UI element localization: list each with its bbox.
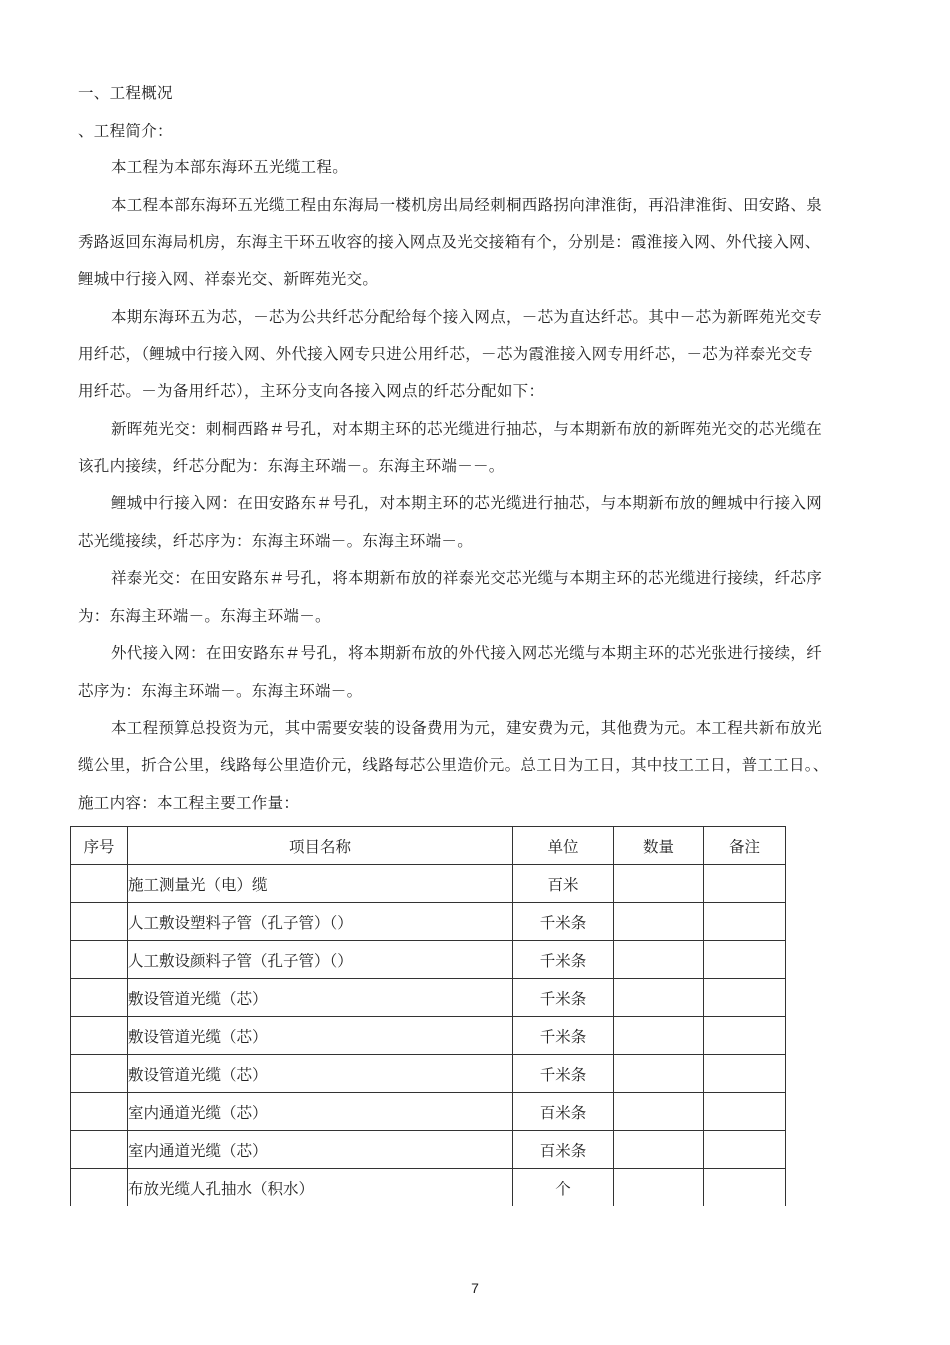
header-cell-unit: 单位 bbox=[513, 827, 614, 865]
cell-qty bbox=[614, 865, 704, 903]
cell-note bbox=[704, 1169, 786, 1207]
cell-note bbox=[704, 1055, 786, 1093]
paragraph-line: 为：东海主环端－。东海主环端－。 bbox=[78, 607, 331, 625]
paragraph-line: 本工程预算总投资为元，其中需要安装的设备费用为元，建安费为元，其他费为元。本工程共新布放光 bbox=[111, 719, 823, 737]
workload-table bbox=[70, 826, 786, 1206]
paragraph-line: 秀路返回东海局机房，东海主干环五收容的接入网点及光交接箱有个，分别是：霞淮接入网、外代接入网、 bbox=[78, 233, 821, 251]
table-row bbox=[71, 1017, 786, 1055]
cell-no bbox=[71, 865, 128, 903]
table-row bbox=[71, 941, 786, 979]
cell-no bbox=[71, 1017, 128, 1055]
table-row bbox=[71, 865, 786, 903]
cell-note bbox=[704, 979, 786, 1017]
cell-note bbox=[704, 1093, 786, 1131]
page-number: 7 bbox=[471, 1280, 479, 1296]
cell-unit: 千米条 bbox=[513, 979, 614, 1017]
paragraph-line: 用纤芯，（鲤城中行接入网、外代接入网专只进公用纤芯，－芯为霞淮接入网专用纤芯，－芯为祥泰光交专 bbox=[78, 345, 813, 363]
cell-name: 人工敷设颜料子管（孔子管）（） bbox=[128, 941, 513, 979]
cell-no bbox=[71, 1131, 128, 1169]
paragraph-line: 本期东海环五为芯，－芯为公共纤芯分配给每个接入网点，－芯为直达纤芯。其中－芯为新晖苑光交专 bbox=[111, 308, 823, 326]
paragraph-line: 芯序为：东海主环端－。东海主环端－。 bbox=[78, 682, 363, 700]
cell-qty bbox=[614, 979, 704, 1017]
cell-unit: 百米 bbox=[513, 865, 614, 903]
paragraph-line: 用纤芯。－为备用纤芯），主环分支向各接入网点的纤芯分配如下： bbox=[78, 382, 545, 400]
cell-unit: 千米条 bbox=[513, 903, 614, 941]
cell-no bbox=[71, 941, 128, 979]
cell-name: 室内通道光缆（芯） bbox=[128, 1131, 513, 1169]
cell-no bbox=[71, 1169, 128, 1207]
table-row bbox=[71, 1169, 786, 1207]
cell-name: 施工测量光（电）缆 bbox=[128, 865, 513, 903]
cell-unit: 千米条 bbox=[513, 941, 614, 979]
paragraph-line: 缆公里，折合公里，线路每公里造价元，线路每芯公里造价元。总工日为工日，其中技工工日，普工工日。、 bbox=[78, 756, 829, 774]
cell-name: 敷设管道光缆（芯） bbox=[128, 1055, 513, 1093]
cell-unit: 个 bbox=[513, 1169, 614, 1207]
cell-qty bbox=[614, 941, 704, 979]
cell-no bbox=[71, 903, 128, 941]
subsection-heading: 、工程简介： bbox=[78, 122, 173, 140]
paragraph-line: 新晖苑光交：刺桐西路＃号孔，对本期主环的芯光缆进行抽芯，与本期新布放的新晖苑光交的芯光缆在 bbox=[111, 420, 823, 438]
header-cell-no: 序号 bbox=[71, 827, 128, 865]
cell-qty bbox=[614, 1093, 704, 1131]
cell-note bbox=[704, 865, 786, 903]
table-row bbox=[71, 1055, 786, 1093]
cell-name: 布放光缆人孔抽水（积水） bbox=[128, 1169, 513, 1207]
table-row bbox=[71, 979, 786, 1017]
cell-qty bbox=[614, 1131, 704, 1169]
cell-name: 敷设管道光缆（芯） bbox=[128, 979, 513, 1017]
paragraph-line: 芯光缆接续，纤芯序为：东海主环端－。东海主环端－。 bbox=[78, 532, 474, 550]
section-heading: 一、工程概况 bbox=[78, 84, 173, 102]
cell-name: 室内通道光缆（芯） bbox=[128, 1093, 513, 1131]
cell-qty bbox=[614, 1055, 704, 1093]
cell-note bbox=[704, 1017, 786, 1055]
paragraph-line: 本工程本部东海环五光缆工程由东海局一楼机房出局经刺桐西路拐向津淮街，再沿津淮街、田安路、泉 bbox=[111, 196, 823, 214]
paragraph-line: 鲤城中行接入网、祥泰光交、新晖苑光交。 bbox=[78, 270, 379, 288]
cell-name: 敷设管道光缆（芯） bbox=[128, 1017, 513, 1055]
paragraph-line: 鲤城中行接入网：在田安路东＃号孔，对本期主环的芯光缆进行抽芯，与本期新布放的鲤城中行接入网 bbox=[111, 494, 823, 512]
table-header-row bbox=[71, 827, 786, 865]
table-row bbox=[71, 1131, 786, 1169]
table-row bbox=[71, 1093, 786, 1131]
paragraph-line: 祥泰光交：在田安路东＃号孔，将本期新布放的祥泰光交芯光缆与本期主环的芯光缆进行接续，纤芯序 bbox=[111, 569, 823, 587]
cell-no bbox=[71, 1093, 128, 1131]
table-row bbox=[71, 903, 786, 941]
paragraph-line: 施工内容：本工程主要工作量： bbox=[78, 794, 300, 812]
cell-qty bbox=[614, 903, 704, 941]
paragraph-line: 该孔内接续，纤芯分配为：东海主环端－。东海主环端－－。 bbox=[78, 457, 505, 475]
cell-unit: 百米条 bbox=[513, 1093, 614, 1131]
cell-qty bbox=[614, 1017, 704, 1055]
header-cell-name: 项目名称 bbox=[128, 827, 513, 865]
cell-no bbox=[71, 1055, 128, 1093]
cell-name: 人工敷设塑料子管（孔子管）（） bbox=[128, 903, 513, 941]
header-cell-note: 备注 bbox=[704, 827, 786, 865]
cell-no bbox=[71, 979, 128, 1017]
cell-note bbox=[704, 903, 786, 941]
cell-qty bbox=[614, 1169, 704, 1207]
cell-unit: 千米条 bbox=[513, 1055, 614, 1093]
cell-unit: 百米条 bbox=[513, 1131, 614, 1169]
paragraph-line: 本工程为本部东海环五光缆工程。 bbox=[111, 158, 349, 176]
header-cell-qty: 数量 bbox=[614, 827, 704, 865]
cell-note bbox=[704, 941, 786, 979]
paragraph-line: 外代接入网：在田安路东＃号孔，将本期新布放的外代接入网芯光缆与本期主环的芯光张进行接续，纤 bbox=[111, 644, 823, 662]
cell-unit: 千米条 bbox=[513, 1017, 614, 1055]
cell-note bbox=[704, 1131, 786, 1169]
